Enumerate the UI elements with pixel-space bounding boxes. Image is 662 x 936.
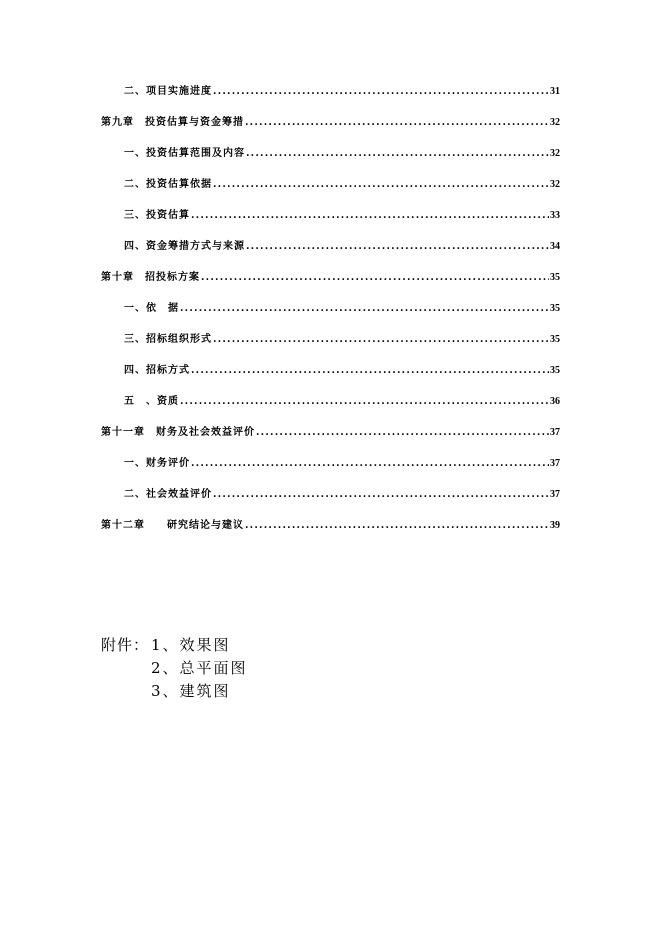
attachment-row: [101, 680, 248, 703]
toc-entry[interactable]: [124, 485, 560, 501]
toc-entry-title: 二、社会效益评价: [124, 489, 212, 500]
toc-dot-leader: [256, 427, 549, 439]
toc-dot-leader: [213, 334, 549, 346]
toc-page-number: 33: [550, 210, 560, 221]
toc-dot-leader: [246, 148, 549, 160]
toc-dot-leader: [201, 272, 549, 284]
toc-entry[interactable]: [101, 268, 560, 284]
toc-entry[interactable]: [124, 175, 560, 191]
toc-entry-title: 二、项目实施进度: [124, 86, 212, 97]
toc-dot-leader: [213, 86, 549, 98]
toc-entry-title: 一、财务评价: [124, 458, 190, 469]
toc-dot-leader: [245, 520, 549, 532]
toc-entry-title: 一、投资估算范围及内容: [124, 148, 245, 159]
toc-entry-title: 四、资金筹措方式与来源: [124, 241, 245, 252]
toc-entry-title: 四、招标方式: [124, 365, 190, 376]
toc-entry-title: 三、招标组织形式: [124, 334, 212, 345]
toc-entry-title: 第十章 招投标方案: [101, 272, 200, 283]
toc-entry[interactable]: [101, 423, 560, 439]
toc-page-number: 31: [550, 86, 560, 97]
toc-entry[interactable]: [124, 454, 560, 470]
toc-entry[interactable]: [124, 206, 560, 222]
toc-dot-leader: [213, 179, 549, 191]
attachments-label-spacer: [101, 657, 151, 680]
toc-entry-title: 第九章 投资估算与资金筹措: [101, 117, 244, 128]
toc-entry-title: 三、投资估算: [124, 210, 190, 221]
toc-dot-leader: [213, 489, 549, 501]
toc-dot-leader: [245, 117, 549, 129]
toc-entry[interactable]: [124, 237, 560, 253]
toc-dot-leader: [191, 210, 549, 222]
toc-entry-title: 一、依 据: [124, 303, 179, 314]
attachment-item: 2、总平面图: [151, 659, 248, 677]
toc-page-number: 37: [550, 427, 560, 438]
toc-page-number: 34: [550, 241, 560, 252]
toc-page-number: 39: [550, 520, 560, 531]
toc-page-number: 36: [550, 396, 560, 407]
toc-entry[interactable]: [124, 144, 560, 160]
attachment-item: 1、效果图: [151, 636, 231, 654]
toc-dot-leader: [246, 241, 549, 253]
attachments-label-spacer: [101, 680, 151, 703]
toc-page-number: 35: [550, 334, 560, 345]
toc-entry-title: 五 、资质: [124, 396, 179, 407]
toc-page-number: 32: [550, 179, 560, 190]
toc-entry[interactable]: [101, 113, 560, 129]
toc-page-number: 32: [550, 148, 560, 159]
attachment-row: [101, 657, 248, 680]
toc-page-number: 35: [550, 272, 560, 283]
attachment-item: 3、建筑图: [151, 682, 231, 700]
toc-page-number: 37: [550, 489, 560, 500]
attachment-row: [101, 634, 248, 657]
toc-dot-leader: [180, 303, 549, 315]
toc-page-number: 32: [550, 117, 560, 128]
toc-dot-leader: [180, 396, 549, 408]
toc-entry[interactable]: [124, 330, 560, 346]
attachments-list: [101, 634, 248, 703]
toc-dot-leader: [191, 365, 549, 377]
toc-entry[interactable]: [101, 516, 560, 532]
toc-entry[interactable]: [124, 299, 560, 315]
toc-entry-title: 第十一章 财务及社会效益评价: [101, 427, 255, 438]
toc-entry[interactable]: [124, 392, 560, 408]
toc-entry-title: 二、投资估算依据: [124, 179, 212, 190]
toc-dot-leader: [191, 458, 549, 470]
attachments-label: 附件：: [101, 636, 150, 654]
toc-page-number: 37: [550, 458, 560, 469]
toc-entry[interactable]: [124, 361, 560, 377]
toc-entry[interactable]: [124, 82, 560, 98]
toc-page-number: 35: [550, 303, 560, 314]
toc-page-number: 35: [550, 365, 560, 376]
toc-entry-title: 第十二章 研究结论与建议: [101, 520, 244, 531]
